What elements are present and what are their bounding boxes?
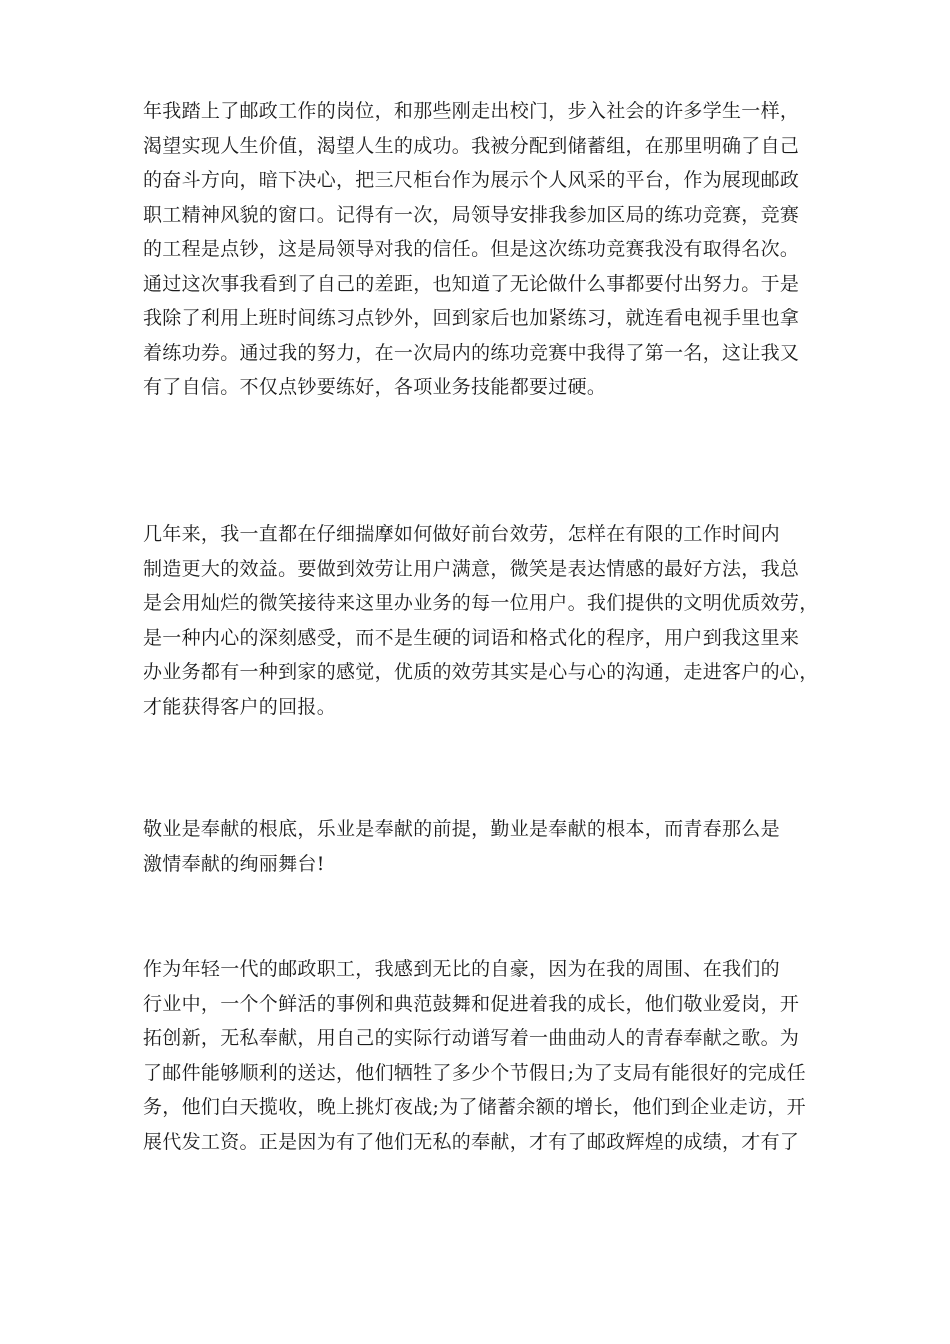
text-line: 渴望实现人生价值，渴望人生的成功。我被分配到储蓄组，在那里明确了自己 (143, 134, 800, 157)
text-line: 我除了利用上班时间练习点钞外，回到家后也加紧练习，就连看电视手里也拿 (143, 307, 800, 329)
text-line: 展代发工资。正是因为有了他们无私的奉献，才有了邮政辉煌的成绩，才有了 (143, 1130, 800, 1153)
paragraph-3 (143, 812, 813, 881)
paragraph-2 (143, 517, 819, 724)
text-line: 的奋斗方向，暗下决心，把三尺柜台作为展示个人风采的平台，作为展现邮政 (143, 169, 800, 191)
text-line: 制造更大的效益。要做到效劳让用户满意，微笑是表达情感的最好方法，我总 (143, 557, 800, 580)
text-line: 几年来，我一直都在仔细揣摩如何做好前台效劳，怎样在有限的工作时间内 (143, 523, 780, 545)
text-line: 了邮件能够顺利的送达，他们牺牲了多少个节假日;为了支局有能很好的完成任 (143, 1061, 806, 1084)
text-line: 年我踏上了邮政工作的岗位，和那些刚走出校门，步入社会的许多学生一样， (143, 100, 800, 122)
text-line: 办业务都有一种到家的感觉，优质的效劳其实是心与心的沟通，走进客户的心， (143, 661, 819, 683)
text-line: 拓创新，无私奉献，用自己的实际行动谱写着一曲曲动人的青春奉献之歌。为 (143, 1027, 800, 1049)
text-line: 是一种内心的深刻感受，而不是生硬的词语和格式化的程序，用户到我这里来 (143, 626, 800, 649)
text-line: 行业中，一个个鲜活的事例和典范鼓舞和促进着我的成长，他们敬业爱岗，开 (143, 992, 800, 1015)
text-line: 务，他们白天揽收，晚上挑灯夜战;为了储蓄余额的增长，他们到企业走访，开 (143, 1096, 806, 1118)
text-line: 激情奉献的绚丽舞台! (143, 852, 325, 875)
text-line: 的工程是点钞，这是局领导对我的信任。但是这次练功竞赛我没有取得名次。 (143, 238, 800, 260)
text-line: 职工精神风貌的窗口。记得有一次，局领导安排我参加区局的练功竞赛，竞赛 (143, 203, 800, 226)
text-line: 才能获得客户的回报。 (143, 695, 337, 718)
text-line: 作为年轻一代的邮政职工，我感到无比的自豪，因为在我的周围、在我们的 (143, 958, 780, 980)
text-line: 是会用灿烂的微笑接待来这里办业务的每一位用户。我们提供的文明优质效劳， (143, 592, 819, 614)
text-line: 通过这次事我看到了自己的差距，也知道了无论做什么事都要付出努力。于是 (143, 272, 800, 295)
paragraph-1 (143, 94, 813, 405)
text-line: 着练功券。通过我的努力，在一次局内的练功竞赛中我得了第一名，这让我又 (143, 341, 800, 364)
paragraph-4 (143, 952, 813, 1159)
text-line: 敬业是奉献的根底，乐业是奉献的前提，勤业是奉献的根本，而青春那么是 (143, 818, 780, 840)
text-line: 有了自信。不仅点钞要练好，各项业务技能都要过硬。 (143, 376, 607, 398)
